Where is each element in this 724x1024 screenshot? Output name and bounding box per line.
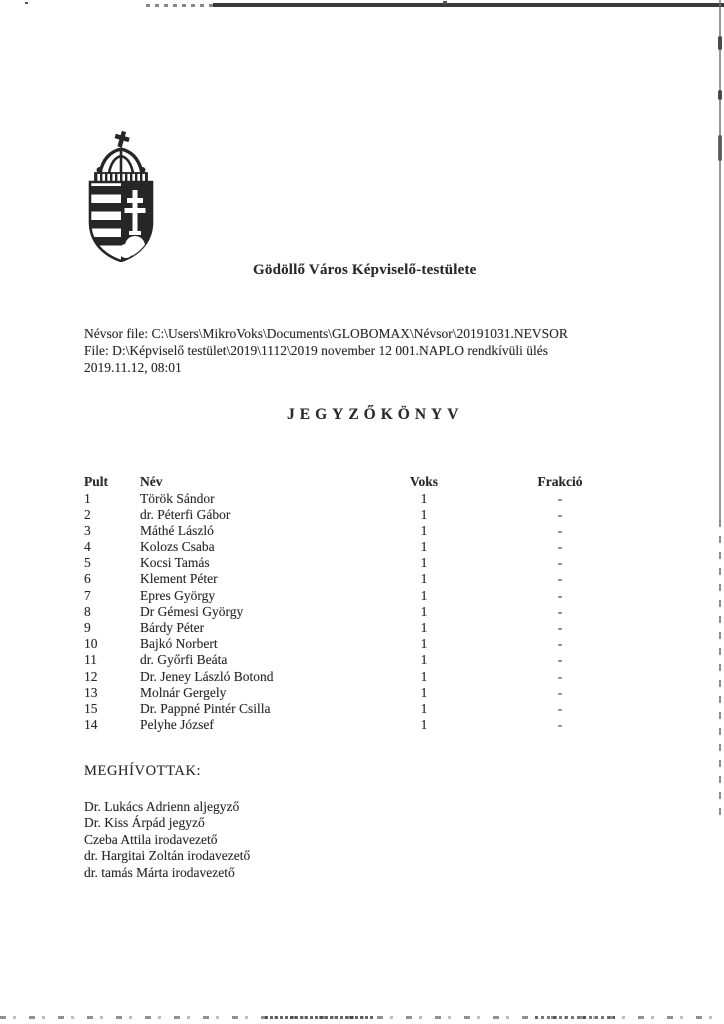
cell-voks: 1: [420, 620, 428, 635]
cell-voks: 1: [420, 587, 428, 603]
cell-voks: 1: [420, 717, 428, 733]
table-row: [84, 685, 640, 701]
cell-nev: Török Sándor: [140, 490, 215, 506]
cell-frakcio: -: [557, 539, 563, 555]
table-row: [84, 507, 640, 523]
scan-speck: [718, 36, 722, 50]
table-row: [84, 701, 640, 717]
table-row: [84, 717, 640, 733]
cell-pult: 13: [84, 684, 98, 700]
cell-voks: 1: [420, 684, 428, 700]
cell-nev: Dr Gémesi György: [140, 603, 244, 619]
invitee-item: Dr. Lukács Adrienn aljegyző: [84, 799, 240, 814]
cell-frakcio: -: [557, 717, 563, 733]
invitee-item: Dr. Kiss Árpád jegyző: [84, 815, 205, 831]
scan-artifact-top-dashes: [146, 4, 213, 7]
cell-pult: 3: [84, 522, 91, 538]
cell-nev: Klement Péter: [140, 571, 218, 587]
cell-frakcio: -: [557, 555, 563, 571]
cell-pult: 15: [84, 700, 98, 716]
scan-speck: [25, 2, 28, 4]
cell-nev: Dr. Jeney László Botond: [140, 668, 274, 684]
document-title: JEGYZŐKÖNYV: [287, 406, 464, 423]
col-header-voks: Voks: [409, 474, 439, 489]
cell-frakcio: -: [557, 506, 563, 522]
col-header-pult: Pult: [84, 474, 109, 489]
col-header-nev: Név: [140, 474, 163, 489]
cell-nev: Máthé László: [140, 522, 214, 538]
col-header-frakcio: Frakció: [537, 474, 583, 489]
cell-nev: Kocsi Tamás: [140, 555, 210, 571]
organization-name: Gödöllő Város Képviselő-testülete: [253, 262, 477, 278]
table-row: [84, 620, 640, 636]
table-row: [84, 523, 640, 539]
cell-pult: 1: [84, 490, 91, 506]
cell-frakcio: -: [557, 490, 563, 506]
invitee-item: Czeba Attila irodavezető: [84, 831, 218, 847]
invitees-heading: MEGHÍVOTTAK:: [84, 763, 202, 779]
table-row: [84, 555, 640, 571]
cell-pult: 12: [84, 668, 98, 684]
cell-frakcio: -: [557, 636, 563, 652]
cell-frakcio: -: [557, 587, 563, 603]
cell-nev: Molnár Gergely: [140, 684, 227, 700]
scan-artifact-top-line: [213, 3, 724, 7]
invitee-item: dr. tamás Márta irodavezető: [84, 864, 235, 880]
scan-artifact-bottom-dashes: [535, 1016, 615, 1019]
hungarian-coat-of-arms-icon: [84, 130, 158, 262]
cell-voks: 1: [420, 636, 428, 652]
cell-frakcio: -: [557, 603, 563, 619]
scan-artifact-right-dashes: [719, 520, 721, 820]
scan-artifact-right-line: [719, 0, 721, 520]
cell-voks: 1: [420, 668, 428, 684]
cell-frakcio: -: [557, 684, 563, 700]
cell-voks: 1: [420, 571, 428, 587]
cell-pult: 9: [84, 620, 91, 635]
table-row: [84, 588, 640, 604]
cell-frakcio: -: [557, 571, 563, 587]
cell-voks: 1: [420, 522, 428, 538]
cell-nev: Bárdy Péter: [140, 620, 205, 635]
cell-nev: Bajkó Norbert: [140, 636, 218, 652]
cell-pult: 8: [84, 603, 91, 619]
cell-frakcio: -: [557, 652, 563, 668]
file-info-line-nevsor: Névsor file: C:\Users\MikroVoks\Documents\GLOBOMAX\Névsor\20191031.NEVSOR: [84, 326, 568, 341]
cell-voks: 1: [420, 506, 428, 522]
cell-frakcio: -: [557, 522, 563, 538]
table-row: [84, 604, 640, 620]
cell-voks: 1: [420, 555, 428, 571]
cell-frakcio: -: [557, 700, 563, 716]
cell-frakcio: -: [557, 668, 563, 684]
cell-voks: 1: [420, 700, 428, 716]
cell-pult: 5: [84, 555, 91, 571]
cell-pult: 14: [84, 717, 98, 733]
invitee-list: [84, 799, 250, 881]
cell-voks: 1: [420, 539, 428, 555]
cell-frakcio: -: [557, 620, 563, 635]
cell-nev: dr. Győrfi Beáta: [140, 652, 228, 668]
cell-voks: 1: [420, 652, 428, 668]
cell-nev: Pelyhe József: [140, 717, 214, 733]
table-header-row: [84, 473, 640, 491]
cell-nev: dr. Péterfi Gábor: [140, 506, 231, 522]
cell-pult: 6: [84, 571, 91, 587]
table-row: [84, 652, 640, 668]
scan-speck: [443, 1, 447, 4]
cell-nev: Epres György: [140, 587, 216, 603]
file-info-line-naplo: File: D:\Képviselő testület\2019\1112\2019 november 12 001.NAPLO rendkívüli ülés: [84, 342, 548, 358]
file-info-block: [84, 326, 654, 376]
table-row: [84, 636, 640, 652]
cell-pult: 4: [84, 539, 91, 555]
cell-pult: 11: [84, 652, 97, 668]
cell-voks: 1: [420, 603, 428, 619]
table-row: [84, 491, 640, 507]
attendance-table: [84, 473, 640, 733]
cell-nev: Dr. Pappné Pintér Csilla: [140, 700, 271, 716]
cell-pult: 2: [84, 506, 91, 522]
scan-speck: [718, 90, 722, 100]
cell-voks: 1: [420, 490, 428, 506]
cell-pult: 7: [84, 587, 91, 603]
invitee-item: dr. Hargitai Zoltán irodavezető: [84, 848, 251, 864]
table-row: [84, 669, 640, 685]
table-row: [84, 539, 640, 555]
file-info-line-datetime: 2019.11.12, 08:01: [84, 359, 182, 375]
scan-speck: [718, 135, 722, 161]
cell-nev: Kolozs Csaba: [140, 539, 215, 555]
table-row: [84, 571, 640, 587]
scan-artifact-bottom-dashes: [265, 1016, 375, 1019]
cell-pult: 10: [84, 636, 98, 652]
